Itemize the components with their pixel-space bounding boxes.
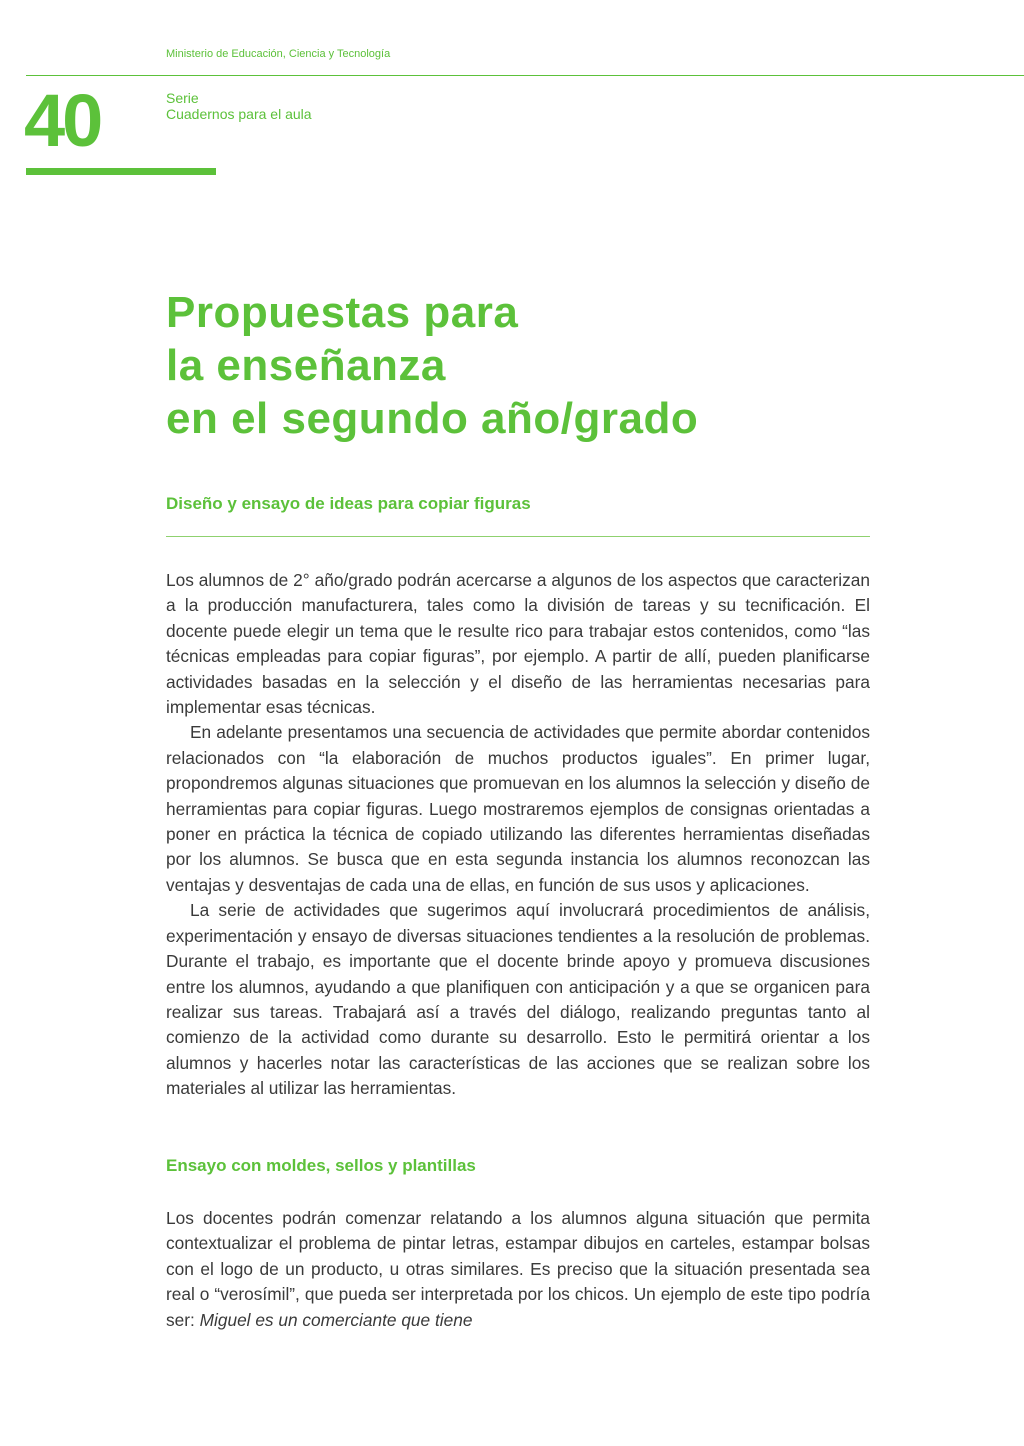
- chapter-title-line-2: la enseñanza: [166, 341, 446, 390]
- paragraph-4-text: Los docentes podrán comenzar relatando a los alumnos alguna situación que permita contextualizar el problema de pintar letras, estampar dibujos en carteles, estampar bolsas con el logo de un producto, u otras similares. Es preciso que la situación presentada sea real o “verosímil”, que pueda ser interpretada por los chicos. Un ejemplo de este tipo podría ser:: [166, 1208, 870, 1330]
- ministry-header: Ministerio de Educación, Ciencia y Tecnología: [166, 48, 391, 60]
- paragraph-1: Los alumnos de 2° año/grado podrán acercarse a algunos de los aspectos que caracterizan a la producción manufacturera, tales como la división de tareas y su tecnificación. El docente puede elegir un tema que le resulte rico para trabajar estos contenidos, como “las técnicas empleadas para copiar figuras”, por ejemplo. A partir de allí, pueden planificarse actividades basadas en la selección y el diseño de las herramientas necesarias para implementar esas técnicas.: [166, 570, 870, 718]
- chapter-title-line-1: Propuestas para: [166, 288, 519, 337]
- section-1-body: [166, 568, 870, 1102]
- paragraph-4-example: Miguel es un comerciante que tiene: [199, 1309, 473, 1330]
- series-label: Serie: [166, 90, 199, 106]
- section-heading-2: Ensayo con moldes, sellos y plantillas: [166, 1156, 476, 1175]
- section-rule: [166, 536, 870, 537]
- page-number: 40: [24, 79, 101, 162]
- paragraph-2: En adelante presentamos una secuencia de actividades que permite abordar contenidos relacionados con “la elaboración de muchos productos iguales”. En primer lugar, propondremos algunas situaciones que promuevan en los alumnos la selección y diseño de herramientas para copiar figuras. Luego mostraremos ejemplos de consignas orientadas a poner en práctica la técnica de copiado utilizando las diferentes herramientas diseñadas por los alumnos. Se busca que en esta segunda instancia los alumnos reconozcan las ventajas y desventajas de cada una de ellas, en función de sus usos y aplicaciones.: [166, 722, 870, 895]
- section-2-body: [166, 1206, 870, 1333]
- series-name: Cuadernos para el aula: [166, 106, 312, 122]
- paragraph-3: La serie de actividades que sugerimos aquí involucrará procedimientos de análisis, experimentación y ensayo de diversas situaciones tendientes a la resolución de problemas. Durante el trabajo, es importante que el docente brinde apoyo y promueva discusiones entre los alumnos, ayudando a que planifiquen con anticipación y a que se organicen para realizar sus tareas. Trabajará así a través del diálogo, realizando preguntas tanto al comienzo de la actividad como durante su desarrollo. Esto le permitirá orientar a los alumnos y hacerles notar las características de las acciones que se realizan sobre los materiales al utilizar las herramientas.: [166, 900, 870, 1099]
- series-block: [166, 90, 312, 122]
- paragraph-4: [166, 1206, 870, 1333]
- section-heading-1: Diseño y ensayo de ideas para copiar figuras: [166, 494, 531, 513]
- chapter-title: [166, 286, 698, 445]
- chapter-title-line-3: en el segundo año/grado: [166, 394, 699, 443]
- page-number-bar: [26, 168, 216, 175]
- top-rule: [26, 75, 1024, 76]
